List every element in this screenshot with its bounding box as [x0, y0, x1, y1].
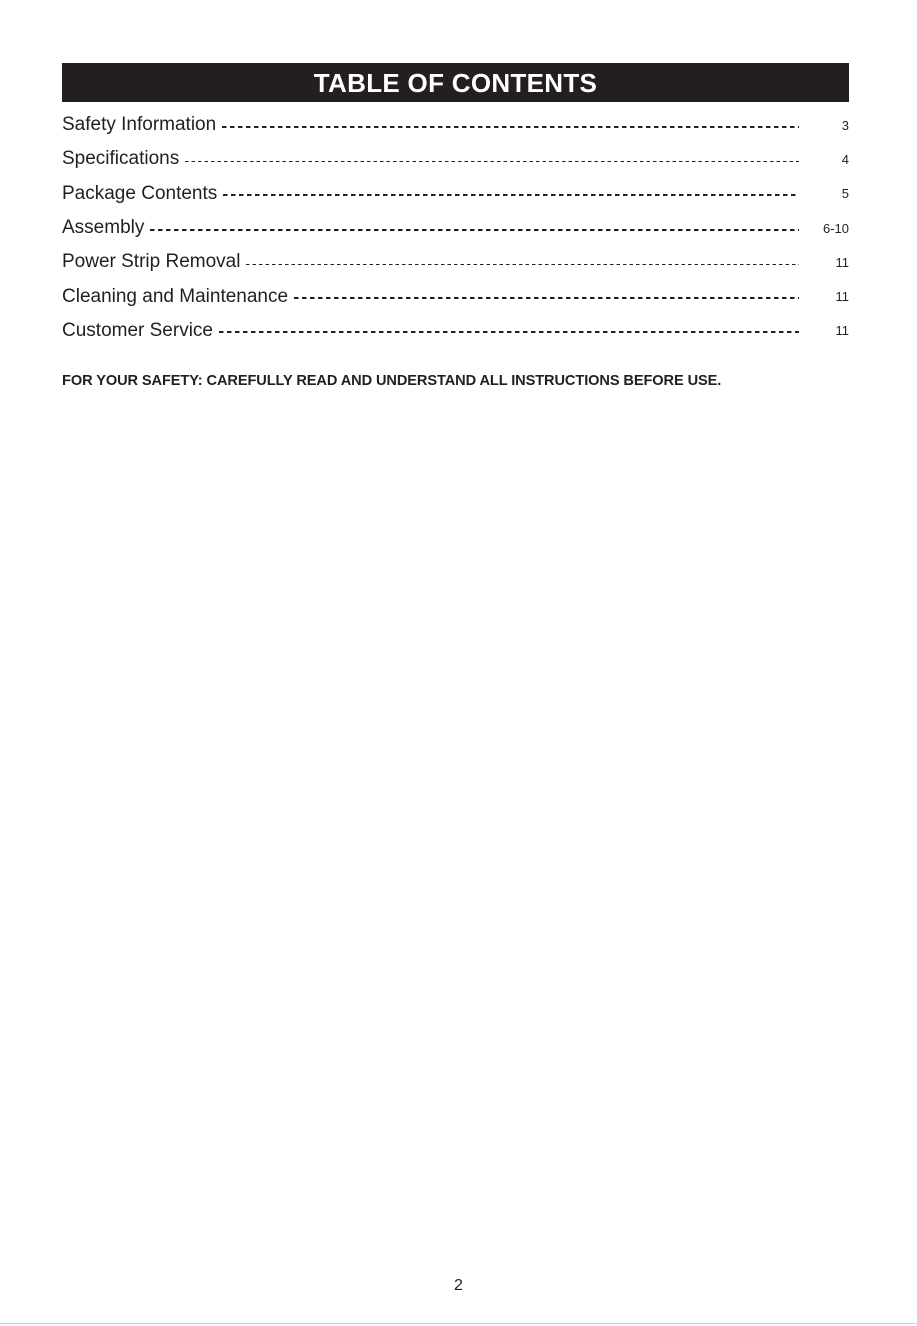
toc-entry-customer-service [62, 314, 849, 348]
table-of-contents [62, 108, 849, 348]
toc-entry-page: 11 [835, 323, 849, 339]
dot-leader [222, 126, 799, 128]
toc-entry-title: Customer Service [62, 319, 213, 341]
toc-entry-title: Cleaning and Maintenance [62, 285, 289, 307]
toc-entry-title: Specifications [62, 148, 180, 170]
toc-entry-page: 3 [841, 117, 849, 133]
bottom-divider [0, 1323, 917, 1324]
toc-entry-title: Safety Information [62, 114, 217, 136]
toc-entry-safety-information [62, 108, 849, 142]
dot-leader [294, 297, 799, 299]
dot-leader [219, 331, 799, 333]
toc-entry-page: 11 [835, 254, 849, 270]
dot-leader [185, 161, 799, 162]
toc-entry-specifications [62, 142, 849, 176]
toc-entry-title: Package Contents [62, 182, 218, 204]
page-number: 2 [454, 1277, 463, 1294]
page-title: TABLE OF CONTENTS [313, 67, 598, 98]
toc-entry-cleaning-and-maintenance [62, 279, 849, 313]
toc-entry-page: 4 [841, 151, 849, 167]
toc-entry-page: 6-10 [822, 220, 849, 236]
toc-entry-title: Power Strip Removal [62, 251, 241, 273]
toc-entry-assembly [62, 211, 849, 245]
dot-leader [150, 229, 799, 231]
dot-leader [223, 194, 799, 196]
safety-notice: FOR YOUR SAFETY: CAREFULLY READ AND UNDERSTAND ALL INSTRUCTIONS BEFORE USE. [62, 373, 722, 389]
toc-entry-power-strip-removal [62, 245, 849, 279]
toc-entry-page: 11 [835, 289, 849, 305]
toc-entry-package-contents [62, 177, 849, 211]
toc-entry-title: Assembly [62, 217, 145, 239]
toc-entry-page: 5 [841, 186, 849, 202]
dot-leader [246, 264, 799, 265]
table-of-contents-header [62, 63, 849, 102]
